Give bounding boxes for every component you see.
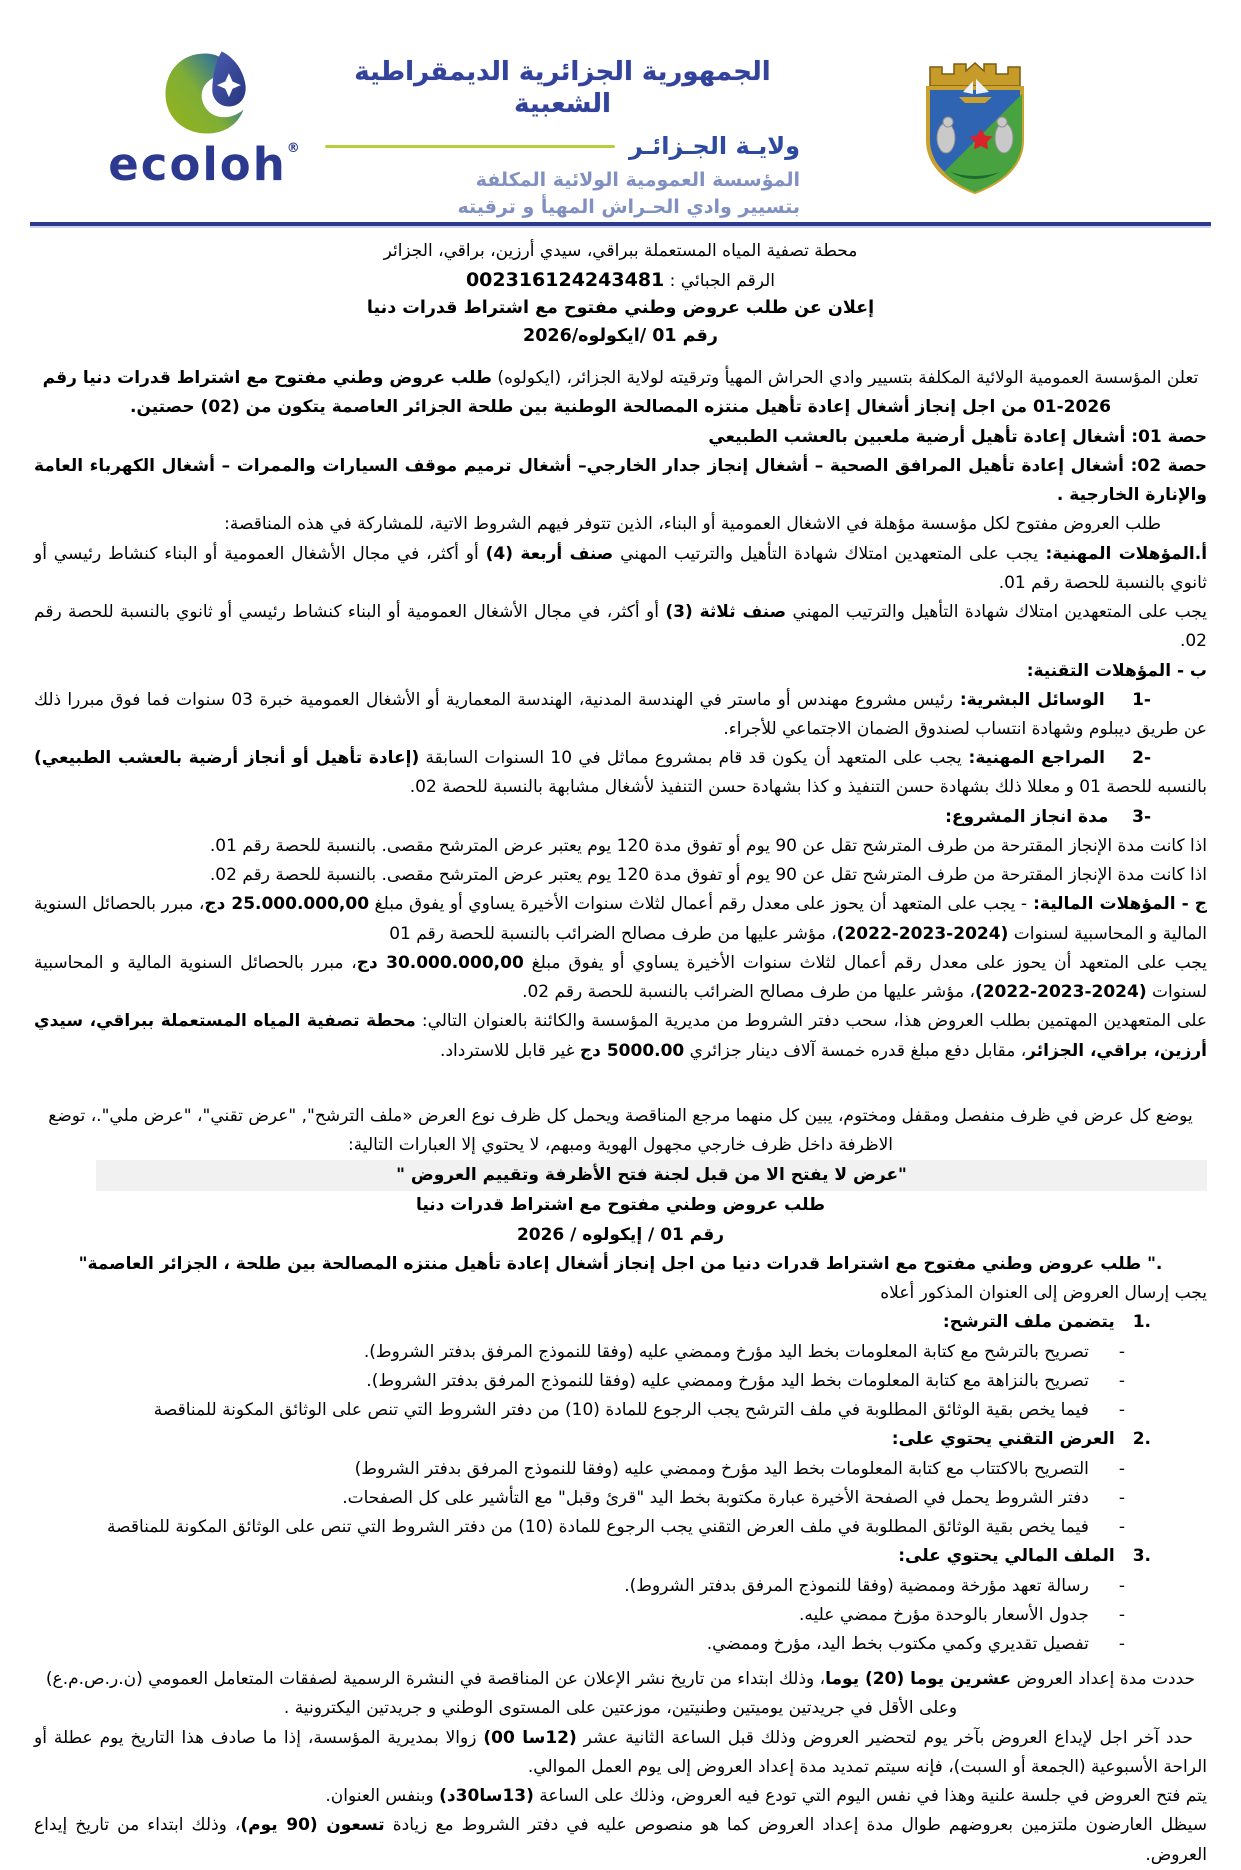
eligibility-paragraph: طلب العروض مفتوح لكل مؤسسة مؤهلة في الاشغال العمومية أو البناء، الذين تتوفر فيهم الشروط الاتية، للمشاركة في هذه المناقصة: <box>224 514 1161 535</box>
candidacy-item-2: - تصريح بالنزاهة مع كتابة المعلومات بخط اليد مؤرخ وممضي عليه (وفقا للنموذج المرفق بدفتر الشروط). <box>34 1367 1207 1396</box>
registered-mark: ® <box>286 141 302 156</box>
list-marker: - <box>1118 1604 1125 1625</box>
list-marker: - <box>1118 1634 1125 1654</box>
technical-qualifications-heading: ب - المؤهلات التقنية: <box>1026 660 1207 681</box>
financial-item-3: - تفصيل تقديري وكمي مكتوب بخط اليد، مؤرخ وممضي. <box>34 1630 1207 1659</box>
opening-session-paragraph: يتم فتح العروض في جلسة علنية وهذا في نفس اليوم التي تودع فيه العروض، وذلك على الساعة (13سا30د) وبنفس العنوان. <box>325 1786 1207 1807</box>
offer-validity-paragraph: سيظل العارضون ملتزمين بعروضهم طوال مدة إعداد العروض كما هو منصوص عليه في دفتر الشروط مع زيادة تسعون (90 يوم)، وذلك ابتداء من تاريخ إيداع العروض. <box>34 1815 1207 1865</box>
tender-title-line1: طلب عروض وطني مفتوح مع اشتراط قدرات دنيا <box>415 1195 826 1216</box>
republic-calligraphy: الجمهورية الجزائرية الديمقراطية الشعبية <box>354 56 771 119</box>
specs-withdrawal-paragraph: على المتعهدين المهتمين بطلب العروض هذا، سحب دفتر الشروط من مديرية المؤسسة والكائنة بالعنوان التالي: محطة تصفية المياه المستعملة ببراقي، سيدي أرزين، براقي، الجزائر، مقابل دفع مبلغ قدره خمسة آلاف دينار جزائري 5000.00 دج غير قابل للاسترداد. <box>34 1011 1208 1061</box>
list-marker: 1. <box>1132 1312 1151 1333</box>
technical-item-2: - دفتر الشروط يحمل في الصفحة الأخيرة عبارة مكتوبة بخط اليد "قرئ وقبل" مع التأشير على كل الصفحات. <box>34 1484 1207 1513</box>
professional-references-item: 2- المراجع المهنية: يجب على المتعهد أن يكون قد قام بمشروع مماثل في 10 السنوات السابقة (إعادة تأهيل أو أنجاز أرضية بالعشب الطبيعي) بالنسبه للحصة 01 و معللا ذلك بشهادة حسن التنفيذ و كذا بشهادة حسن التنفيذ لأشغال مشابهة بالنسبة للحصة 02. <box>34 748 1207 798</box>
intro-paragraph: تعلن المؤسسة العمومية الولائية المكلفة بتسيير وادي الحراش المهيأ وترقيته لولاية الجزائر، (ايكولوه) طلب عروض وطني مفتوح مع اشتراط قدرات دنيا رقم 2026-01 من اجل إنجاز أشغال إعادة تأهيل منتزه المصالحة الوطنية بين طلحة الجزائر العاصمة يتكون من (02) حصتين. <box>42 368 1199 418</box>
fiscal-number-line <box>0 265 1241 295</box>
technical-offer-heading: 2. العرض التقني يحتوي على: <box>34 1425 1207 1454</box>
list-marker: - <box>1118 1517 1125 1538</box>
envelope-notice: "عرض لا يفتح الا من قبل لجنة فتح الأظرفة وتقييم العروض " <box>96 1160 1207 1191</box>
page-header <box>0 0 1241 222</box>
ecoloh-wordmark: ecoloh® <box>108 138 302 191</box>
financial-qualifications-lot2: يجب على المتعهد أن يحوز على معدل رقم أعمال لثلاث سنوات الأخيرة يساوي أو يفوق مبلغ 30.000.000,00 دج، مبرر بالحصائل السنوية المالية و المحاسبية لسنوات (2024-2023-2022)، مؤشر عليها من طرف مصالح الضرائب بالنسبة للحصة رقم 02. <box>34 952 1207 1003</box>
list-marker: - <box>1118 1341 1125 1362</box>
list-marker: - <box>1118 1370 1125 1391</box>
duration-lot1: اذا كانت مدة الإنجاز المقترحة من طرف المترشح تقل عن 90 يوم أو تفوق مدة 120 يوم يعتبر عرض المترشح مقصى. بالنسبة للحصة رقم 01. <box>209 835 1207 856</box>
fiscal-number: 002316124243481 <box>465 268 665 291</box>
algiers-wilaya-emblem-icon <box>912 58 1038 200</box>
list-marker: 2. <box>1132 1429 1151 1450</box>
list-marker: 3. <box>1132 1546 1151 1567</box>
ecoloh-swirl-icon <box>153 42 257 146</box>
human-resources-item: 1- الوسائل البشرية: رئيس مشروع مهندس أو ماستر في الهندسة المدنية، الهندسة المعمارية أو الأشغال العمومية خبرة 03 سنوات فما فوق مبررا ذلك عن طريق ديبلوم وشهادة انتساب لصندوق الضمان الاجتماعي للأجراء. <box>34 689 1207 739</box>
wilaya-row <box>325 132 800 160</box>
list-marker: - <box>1118 1575 1125 1596</box>
preparation-period-paragraph: حددت مدة إعداد العروض عشرين يوما (20) يوما، وذلك ابتداء من تاريخ نشر الإعلان عن المناقصة في النشرة الرسمية لصفقات المتعامل العمومي (ن.ر.ص.م.ع) وعلى الأقل في جريدتين يوميتين وطنيتين، موزعتين على المستوى الوطني و جريدتين اليكترونية . <box>45 1669 1196 1719</box>
lot1-line: حصة 01: أشغال إعادة تأهيل أرضية ملعبين بالعشب الطبيعي <box>708 426 1207 447</box>
tender-full-title: ." طلب عروض وطني مفتوح مع اشتراط قدرات دنيا من اجل إنجاز أشغال إعادة تأهيل منتزه المصالحة بين طلحة ، الجزائر العاصمة" <box>78 1253 1163 1274</box>
title-block <box>0 228 1241 350</box>
financial-file-heading: 3. الملف المالي يحتوي على: <box>34 1542 1207 1571</box>
announcement-reference: رقم 01 /ايكولوه/2026 <box>523 325 718 346</box>
duration-lot2: اذا كانت مدة الإنجاز المقترحة من طرف المترشح تقل عن 90 يوم أو تفوق مدة 120 يوم يعتبر عرض المترشح مقصى. بالنسبة للحصة رقم 02. <box>209 865 1207 886</box>
tender-title-line2: رقم 01 / إيكولوه / 2026 <box>516 1224 725 1245</box>
professional-qualifications-lot2: يجب على المتعهدين امتلاك شهادة التأهيل والترتيب المهني صنف ثلاثة (3) أو أكثر، في مجال الأشغال العمومية أو البناء كنشاط رئيسي أو ثانوي بالنسبة للحصة رقم 02. <box>34 602 1208 652</box>
ecoloh-logo <box>100 42 310 191</box>
announcement-title: إعلان عن طلب عروض وطني مفتوح مع اشتراط قدرات دنيا <box>366 297 875 318</box>
document-body <box>0 350 1241 1870</box>
deposit-deadline-paragraph: حدد آخر اجل لإيداع العروض بآخر يوم لتحضير العروض وذلك قبل الساعة الثانية عشر (12سا 00) زوالا بمديرية المؤسسة، إذا ما صادف هذا التاريخ يوم عطلة أو الراحة الأسبوعية (الجمعة أو السبت)، فإنه سيتم تمديد مدة إعداد العروض إلى يوم العمل الموالي. <box>34 1727 1207 1777</box>
station-address-line: محطة تصفية المياه المستعملة ببراقي، سيدي أرزين، براقي، الجزائر <box>383 241 858 261</box>
candidacy-item-1: - تصريح بالترشح مع كتابة المعلومات بخط اليد مؤرخ وممضي عليه (وفقا للنموذج المرفق بدفتر الشروط). <box>34 1338 1207 1367</box>
wilaya-title: ولايـة الجـزائـر <box>629 132 800 160</box>
list-marker: - <box>1118 1458 1125 1479</box>
financial-item-2: - جدول الأسعار بالوحدة مؤرخ ممضي عليه. <box>34 1601 1207 1630</box>
technical-item-3: - فيما يخص بقية الوثائق المطلوبة في ملف العرض التقني يجب الرجوع للمادة (10) من دفتر الشروط التي تنص على الوثائق المكونة للمناقصة <box>34 1513 1207 1542</box>
list-marker: - <box>1118 1487 1125 1508</box>
list-marker: - <box>1118 1400 1125 1421</box>
project-duration-heading: 3- مدة انجاز المشروع: <box>945 806 1151 827</box>
candidacy-item-3: - فيما يخص بقية الوثائق المطلوبة في ملف الترشح يجب الرجوع للمادة (10) من دفتر الشروط التي تنص على الوثائق المكونة للمناقصة <box>34 1396 1207 1425</box>
lot2-line: حصة 02: أشغال إعادة تأهيل المرافق الصحية – أشغال إنجاز جدار الخارجي– أشغال ترميم موقف السيارات والممرات – أشغال الكهرباء العامة والإنارة الخارجية . <box>34 455 1207 506</box>
professional-qualifications-lot1: أ.المؤهلات المهنية: يجب على المتعهدين امتلاك شهادة التأهيل والترتيب المهني صنف أربعة (4) أو أكثر، في مجال الأشغال العمومية أو البناء كنشاط رئيسي أو ثانوي بالنسبة للحصة رقم 01. <box>34 543 1208 593</box>
fiscal-label: الرقم الجبائي : <box>669 270 776 291</box>
financial-qualifications-lot1: ج - المؤهلات المالية: - يجب على المتعهد أن يحوز على معدل رقم أعمال لثلاث سنوات الأخيرة يساوي أو يفوق مبلغ 25.000.000,00 دج، مبرر بالحصائل السنوية المالية و المحاسبية لسنوات (2024-2023-2022)، مؤشر عليها من طرف مصالح الضرائب بالنسبة للحصة رقم 01 <box>34 894 1207 944</box>
candidacy-file-heading: 1. يتضمن ملف الترشح: <box>34 1308 1207 1337</box>
send-offers-note: يجب إرسال العروض إلى العنوان المذكور أعلاه <box>880 1283 1207 1304</box>
organization-name: المؤسسة العمومية الولائية المكلفة بتسيير وادي الحـراش المهيأ و ترقيته <box>457 169 800 218</box>
financial-item-1: - رسالة تعهد مؤرخة وممضية (وفقا للنموذج المرفق بدفتر الشروط). <box>34 1572 1207 1601</box>
header-center-block <box>325 44 800 220</box>
green-divider-line <box>325 145 615 148</box>
envelope-instructions: يوضع كل عرض في ظرف منفصل ومقفل ومختوم، يبين كل منهما مرجع المناقصة ويحمل كل ظرف نوع العرض «ملف الترشح", "عرض تقني"، "عرض ملي".، توضع الاظرفة داخل ظرف خارجي مجهول الهوية ومبهم، لا يحتوي إلا العبارات التالية: <box>48 1105 1193 1156</box>
technical-item-1: - التصريح بالاكتتاب مع كتابة المعلومات بخط اليد مؤرخ وممضي عليه (وفقا للنموذج المرفق بدفتر الشروط) <box>34 1455 1207 1484</box>
